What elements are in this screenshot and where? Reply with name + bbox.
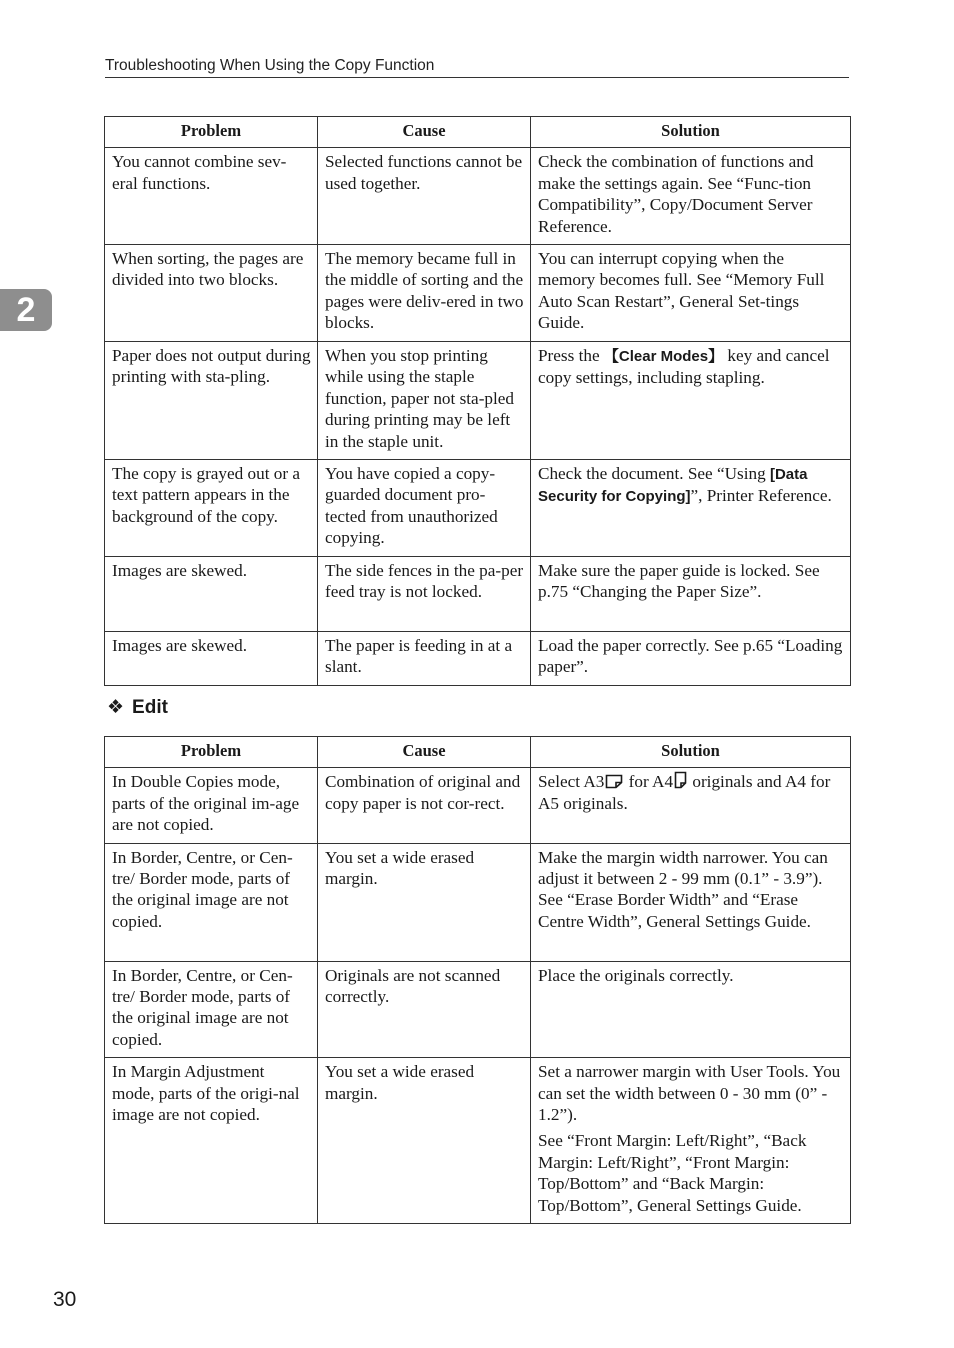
solution-cell: Make the margin width narrower. You can adjust it between 2 - 99 mm (0.1” - 3.9”). See “Erase Border Width” and “Erase Centre Width”, General Settings Guide. bbox=[531, 843, 851, 961]
table-header-row bbox=[105, 737, 851, 768]
diamond-bullet-icon: ❖ bbox=[107, 697, 125, 718]
problem-cell: The copy is grayed out or a text pattern appears in the background of the copy. bbox=[105, 460, 318, 557]
problem-cell: In Border, Centre, or Cen-tre/ Border mode, parts of the original image are not copied. bbox=[105, 961, 318, 1058]
solution-text: Press the bbox=[538, 346, 604, 366]
solution-text: Select A3 bbox=[538, 772, 605, 792]
running-header: Troubleshooting When Using the Copy Function bbox=[105, 57, 849, 78]
table-row bbox=[105, 1058, 851, 1224]
cause-cell: The memory became full in the middle of sorting and the pages were deliv-ered in two blocks. bbox=[318, 245, 531, 342]
table-row bbox=[105, 843, 851, 961]
solution-text: ”, Printer Reference. bbox=[690, 486, 832, 506]
table-row bbox=[105, 961, 851, 1058]
column-header-cause: Cause bbox=[318, 737, 531, 768]
cause-cell: The side fences in the pa-per feed tray is not locked. bbox=[318, 557, 531, 632]
table-header-row bbox=[105, 117, 851, 148]
solution-cell bbox=[531, 460, 851, 557]
column-header-solution: Solution bbox=[531, 737, 851, 768]
page-number: 30 bbox=[53, 1288, 77, 1311]
section-heading-label: Edit bbox=[132, 697, 168, 718]
edit-troubleshooting-table bbox=[104, 736, 851, 1224]
problem-cell: In Double Copies mode, parts of the original im-age are not copied. bbox=[105, 768, 318, 843]
cause-cell: When you stop printing while using the staple function, paper not sta-pled during printing may be left in the staple unit. bbox=[318, 342, 531, 460]
solution-text: Check the document. See “Using bbox=[538, 464, 770, 484]
solution-text: key and cancel copy settings, including stapling. bbox=[538, 346, 830, 388]
table-row bbox=[105, 557, 851, 632]
table-row bbox=[105, 245, 851, 342]
solution-cell: You can interrupt copying when the memory becomes full. See “Memory Full Auto Scan Restart”, General Set-tings Guide. bbox=[531, 245, 851, 342]
cause-cell: You have copied a copy-guarded document pro-tected from unauthorized copying. bbox=[318, 460, 531, 557]
cause-cell: You set a wide erased margin. bbox=[318, 843, 531, 961]
table-row bbox=[105, 460, 851, 557]
cause-cell: You set a wide erased margin. bbox=[318, 1058, 531, 1224]
chapter-tab: 2 bbox=[0, 289, 52, 331]
problem-cell: Images are skewed. bbox=[105, 632, 318, 686]
solution-paragraph: Set a narrower margin with User Tools. You can set the width between 0 - 30 mm (0” - 1.2”). bbox=[538, 1062, 841, 1125]
column-header-cause: Cause bbox=[318, 117, 531, 148]
problem-cell: In Border, Centre, or Cen-tre/ Border mode, parts of the original image are not copied. bbox=[105, 843, 318, 961]
cause-cell: Selected functions cannot be used together. bbox=[318, 148, 531, 245]
solution-paragraph: See “Front Margin: Left/Right”, “Back Margin: Left/Right”, “Front Margin: Top/Bottom” and “Back Margin: Top/Bottom”, General Settings Guide. bbox=[538, 1131, 807, 1215]
table-row bbox=[105, 768, 851, 843]
column-header-solution: Solution bbox=[531, 117, 851, 148]
solution-text: for A4 bbox=[624, 772, 674, 792]
troubleshooting-table bbox=[104, 116, 851, 686]
table-row bbox=[105, 632, 851, 686]
solution-cell bbox=[531, 768, 851, 843]
solution-cell: Place the originals correctly. bbox=[531, 961, 851, 1058]
problem-cell: In Margin Adjustment mode, parts of the origi-nal image are not copied. bbox=[105, 1058, 318, 1224]
table-row bbox=[105, 342, 851, 460]
section-heading-edit bbox=[107, 696, 168, 719]
solution-cell: Check the combination of functions and make the settings again. See “Func-tion Compatibility”, Copy/Document Server Reference. bbox=[531, 148, 851, 245]
portrait-orientation-icon bbox=[674, 771, 687, 789]
data-security-key-label: [Data Security for Copying] bbox=[538, 466, 808, 506]
cause-cell: Originals are not scanned correctly. bbox=[318, 961, 531, 1058]
solution-cell: Make sure the paper guide is locked. See p.75 “Changing the Paper Size”. bbox=[531, 557, 851, 632]
solution-text: originals and A4 for A5 originals. bbox=[538, 772, 831, 813]
table-row bbox=[105, 148, 851, 245]
cause-cell: The paper is feeding in at a slant. bbox=[318, 632, 531, 686]
problem-cell: Paper does not output during printing with sta-pling. bbox=[105, 342, 318, 460]
column-header-problem: Problem bbox=[105, 117, 318, 148]
problem-cell: When sorting, the pages are divided into two blocks. bbox=[105, 245, 318, 342]
solution-cell: Load the paper correctly. See p.65 “Loading paper”. bbox=[531, 632, 851, 686]
landscape-orientation-icon bbox=[605, 773, 623, 789]
problem-cell: Images are skewed. bbox=[105, 557, 318, 632]
column-header-problem: Problem bbox=[105, 737, 318, 768]
solution-cell bbox=[531, 342, 851, 460]
cause-cell: Combination of original and copy paper is not cor-rect. bbox=[318, 768, 531, 843]
solution-cell bbox=[531, 1058, 851, 1224]
clear-modes-key-label: 【Clear Modes】 bbox=[603, 348, 724, 366]
problem-cell: You cannot combine sev-eral functions. bbox=[105, 148, 318, 245]
